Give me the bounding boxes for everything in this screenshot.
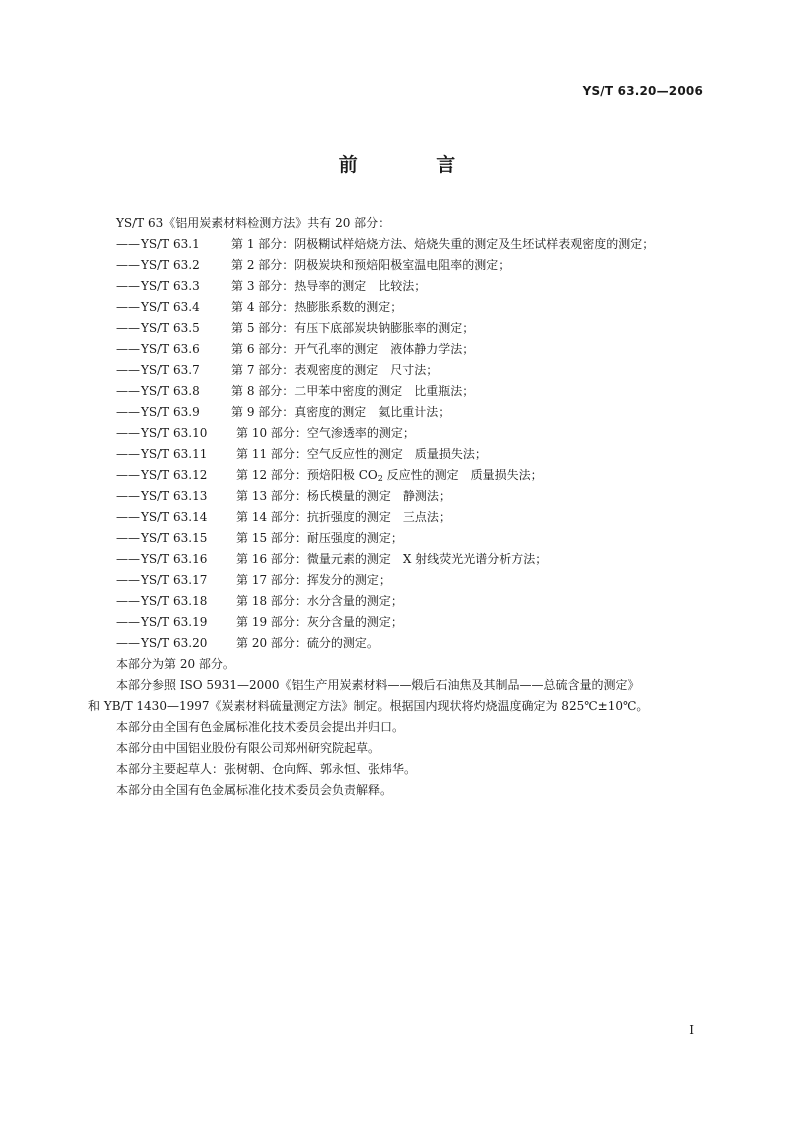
- part-description: 第 2 部分：阴极炭块和预焙阳极室温电阻率的测定；: [231, 258, 511, 272]
- part-description: 第 19 部分：灰分含量的测定；: [236, 615, 403, 629]
- part-description: 第 10 部分：空气渗透率的测定；: [236, 426, 415, 440]
- part-description: 第 14 部分：抗折强度的测定 三点法；: [236, 510, 451, 524]
- part-description: 第 18 部分：水分含量的测定；: [236, 594, 403, 608]
- part-description: 第 7 部分：表观密度的测定 尺寸法；: [231, 363, 439, 377]
- paragraph-interpretation: 本部分由全国有色金属标准化技术委员会负责解释。: [116, 783, 393, 797]
- paragraph-part-number: 本部分为第 20 部分。: [116, 657, 235, 671]
- part-description: 第 12 部分：预焙阳极 $CO_2$ 反应性的测定 质量损失法；: [236, 468, 543, 483]
- part-description: 第 3 部分：热导率的测定 比较法；: [231, 279, 427, 293]
- page-number: I: [689, 1023, 694, 1037]
- part-list-item: [116, 591, 716, 612]
- part-description: 第 15 部分：耐压强度的测定；: [236, 531, 403, 545]
- part-code: YS/T 63.7: [141, 363, 200, 377]
- part-list-item: [116, 486, 716, 507]
- part-list-item: [116, 549, 716, 570]
- part-list-item: [116, 234, 716, 255]
- paragraph-authors: 本部分主要起草人：张树朝、仓向辉、郭永恒、张炜华。: [116, 762, 417, 776]
- part-description: 第 13 部分：杨氏模量的测定 静测法；: [236, 489, 451, 503]
- part-list-item: [116, 423, 716, 444]
- foreword-body: [88, 213, 716, 801]
- part-description: 第 20 部分：硫分的测定。: [236, 636, 379, 650]
- part-code: YS/T 63.10: [141, 426, 208, 440]
- list-dash: ——: [116, 279, 140, 293]
- part-code: YS/T 63.8: [141, 384, 200, 398]
- part-list-item: [116, 381, 716, 402]
- part-list-item: [116, 570, 716, 591]
- parts-list: [116, 234, 716, 654]
- part-code: YS/T 63.4: [141, 300, 200, 314]
- part-code: YS/T 63.6: [141, 342, 200, 356]
- list-dash: ——: [116, 447, 140, 461]
- list-dash: ——: [116, 531, 140, 545]
- part-code: YS/T 63.3: [141, 279, 200, 293]
- paragraph-drafter: 本部分由中国铝业股份有限公司郑州研究院起草。: [116, 741, 381, 755]
- part-code: YS/T 63.17: [141, 573, 208, 587]
- part-list-item: [116, 339, 716, 360]
- document-code: YS/T 63.20—2006: [582, 84, 703, 98]
- part-code: YS/T 63.12: [141, 468, 208, 482]
- list-dash: ——: [116, 237, 140, 251]
- list-dash: ——: [116, 363, 140, 377]
- part-list-item: [116, 612, 716, 633]
- part-code: YS/T 63.5: [141, 321, 200, 335]
- part-code: YS/T 63.9: [141, 405, 200, 419]
- part-code: YS/T 63.19: [141, 615, 208, 629]
- part-code: YS/T 63.11: [141, 447, 208, 461]
- part-list-item: [116, 528, 716, 549]
- list-dash: ——: [116, 615, 140, 629]
- page-title: 前 言: [338, 154, 492, 176]
- part-list-item: [116, 318, 716, 339]
- part-code: YS/T 63.15: [141, 531, 208, 545]
- list-dash: ——: [116, 510, 140, 524]
- part-description: 第 11 部分：空气反应性的测定 质量损失法；: [236, 447, 487, 461]
- list-dash: ——: [116, 258, 140, 272]
- part-description: 第 6 部分：开气孔率的测定 液体静力学法；: [231, 342, 475, 356]
- part-list-item: [116, 633, 716, 654]
- part-description: 第 5 部分：有压下底部炭块钠膨胀率的测定；: [231, 321, 475, 335]
- part-list-item: [116, 276, 716, 297]
- list-dash: ——: [116, 342, 140, 356]
- part-code: YS/T 63.18: [141, 594, 208, 608]
- part-description: 第 1 部分：阴极糊试样焙烧方法、焙烧失重的测定及生坯试样表观密度的测定；: [231, 237, 655, 251]
- list-dash: ——: [116, 489, 140, 503]
- part-code: YS/T 63.1: [141, 237, 200, 251]
- part-list-item: [116, 255, 716, 276]
- list-dash: ——: [116, 636, 140, 650]
- part-code: YS/T 63.16: [141, 552, 208, 566]
- part-code: YS/T 63.20: [141, 636, 208, 650]
- part-description: 第 17 部分：挥发分的测定；: [236, 573, 391, 587]
- list-dash: ——: [116, 384, 140, 398]
- part-list-item: [116, 297, 716, 318]
- paragraph-proposer: 本部分由全国有色金属标准化技术委员会提出并归口。: [116, 720, 405, 734]
- part-list-item: [116, 507, 716, 528]
- intro-line: YS/T 63《铝用炭素材料检测方法》共有 20 部分：: [116, 216, 391, 230]
- list-dash: ——: [116, 405, 140, 419]
- list-dash: ——: [116, 594, 140, 608]
- list-dash: ——: [116, 552, 140, 566]
- part-description: 第 8 部分：二甲苯中密度的测定 比重瓶法；: [231, 384, 475, 398]
- part-list-item: [116, 402, 716, 423]
- part-code: YS/T 63.14: [141, 510, 208, 524]
- paragraph-reference-line1: 本部分参照 ISO 5931—2000《铝生产用炭素材料——煅后石油焦及其制品——总硫含量的测定》: [116, 678, 640, 692]
- list-dash: ——: [116, 426, 140, 440]
- part-description: 第 9 部分：真密度的测定 氦比重计法；: [231, 405, 451, 419]
- part-list-item: [116, 444, 716, 465]
- part-description: 第 16 部分：微量元素的测定 X 射线荧光光谱分析方法；: [236, 552, 548, 566]
- paragraph-reference-line2: 和 YB/T 1430—1997《炭素材料硫量测定方法》制定。根据国内现状将灼烧温度确定为 825℃±10℃。: [88, 699, 649, 713]
- list-dash: ——: [116, 321, 140, 335]
- part-list-item: [116, 465, 716, 486]
- part-code: YS/T 63.2: [141, 258, 200, 272]
- list-dash: ——: [116, 573, 140, 587]
- list-dash: ——: [116, 468, 140, 482]
- part-description: 第 4 部分：热膨胀系数的测定；: [231, 300, 403, 314]
- part-code: YS/T 63.13: [141, 489, 208, 503]
- part-list-item: [116, 360, 716, 381]
- list-dash: ——: [116, 300, 140, 314]
